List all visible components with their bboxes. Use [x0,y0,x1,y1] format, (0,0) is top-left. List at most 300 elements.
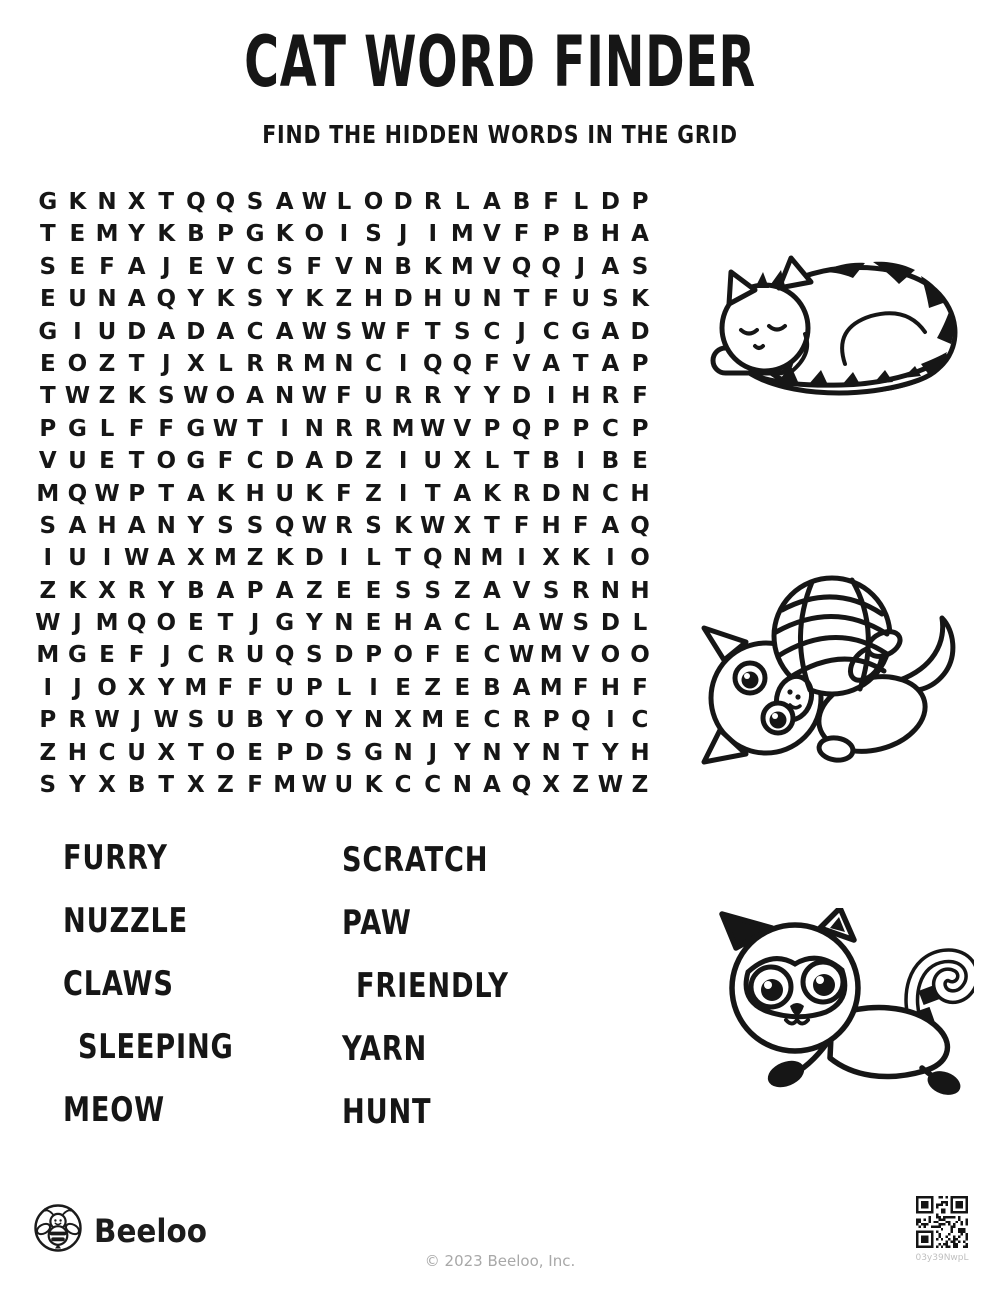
grid-letter: F [543,189,560,215]
grid-letter: F [484,350,500,377]
grid-letter: G [245,221,265,248]
grid-letter: F [513,221,530,248]
grid-letter: H [423,286,443,313]
grid-row [33,445,655,477]
word-item: FURRY [63,838,168,878]
grid-letter: F [572,674,589,701]
grid-letter: T [158,772,175,799]
grid-letter: P [39,415,57,442]
grid-letter: J [250,610,260,637]
grid-letter: U [275,480,295,507]
grid-letter: O [630,545,650,572]
grid-letter: S [217,512,234,539]
grid-letter: E [632,448,648,475]
grid-letter: D [186,318,206,345]
grid-letter: I [398,350,408,377]
grid-letter: Q [422,545,443,572]
grid-letter: C [601,480,619,507]
grid-letter: A [275,189,294,215]
grid-letter: E [247,739,263,766]
grid-letter: N [275,383,295,410]
grid-letter: J [73,610,82,637]
grid-letter: Q [511,253,532,280]
grid-letter: A [68,512,87,539]
grid-letter: T [513,448,530,475]
grid-letter: K [423,253,442,280]
grid-letter: U [571,286,591,313]
grid-letter: H [363,286,384,313]
grid-letter: U [68,545,87,572]
grid-letter: E [454,707,471,734]
grid-letter: B [246,707,264,734]
grid-letter: L [632,610,648,637]
grid-letter: Z [39,739,57,766]
grid-letter: N [363,707,384,734]
grid-letter: Q [156,286,177,313]
grid-letter: G [38,189,58,215]
yarn-ball-kitten-illustration [694,556,956,768]
grid-letter: N [97,189,117,215]
grid-letter: I [606,545,615,572]
grid-letter: Z [39,577,57,604]
copyright-text: © 2023 Beeloo, Inc. [424,1252,576,1270]
grid-letter: K [216,480,235,507]
grid-letter: D [630,318,650,345]
grid-letter: Z [98,383,116,410]
grid-letter: S [39,253,57,280]
grid-letter: A [275,577,294,604]
grid-letter: E [69,221,86,248]
running-kitten-illustration [682,908,974,1096]
grid-letter: Q [511,415,532,442]
grid-letter: G [364,739,383,766]
grid-letter: C [394,772,412,799]
grid-row [33,413,655,445]
grid-letter: R [394,383,412,410]
grid-letter: R [68,707,87,734]
grid-letter: K [305,286,324,313]
grid-letter: M [214,545,237,572]
grid-letter: W [508,642,535,669]
grid-letter: E [99,642,115,669]
grid-letter: L [455,189,470,215]
grid-letter: P [276,739,294,766]
grid-letter: U [127,739,146,766]
grid-letter: B [483,674,501,701]
grid-letter: H [67,739,88,766]
grid-letter: F [217,674,234,701]
grid-letter: Q [67,480,88,507]
grid-letter: I [546,383,556,410]
grid-letter: M [95,221,119,248]
grid-letter: H [600,674,620,701]
grid-letter: D [600,189,620,215]
grid-letter: A [483,772,501,799]
grid-letter: P [542,415,560,442]
grid-letter: S [631,253,649,280]
grid-letter: E [336,577,352,604]
word-grid [33,186,655,801]
grid-letter: C [187,642,205,669]
grid-row [33,672,655,704]
grid-letter: A [216,577,235,604]
grid-letter: S [335,318,353,345]
grid-letter: A [275,318,294,345]
grid-letter: K [305,480,324,507]
grid-letter: X [127,189,146,215]
grid-letter: N [334,350,354,377]
grid-letter: H [97,512,117,539]
grid-letter: S [39,512,57,539]
grid-letter: C [98,739,116,766]
grid-letter: E [39,350,56,377]
grid-row [33,575,655,607]
grid-letter: C [453,610,471,637]
grid-letter: B [394,253,412,280]
grid-letter: E [39,286,56,313]
grid-letter: H [630,739,650,766]
grid-letter: F [306,253,323,280]
grid-letter: Y [187,512,205,539]
grid-letter: G [571,318,591,345]
grid-letter: K [275,221,294,248]
word-item: CLAWS [63,964,174,1004]
grid-letter: S [602,286,619,313]
grid-letter: A [305,448,324,475]
grid-letter: Z [217,772,234,799]
grid-letter: R [601,383,620,410]
grid-letter: D [393,286,413,313]
grid-letter: K [364,772,383,799]
grid-letter: K [483,480,501,507]
grid-letter: R [275,350,294,377]
grid-letter: F [128,415,145,442]
grid-letter: N [97,286,117,313]
grid-letter: A [453,480,472,507]
grid-letter: H [630,480,650,507]
grid-letter: O [363,189,384,215]
grid-letter: Y [335,707,353,734]
grid-letter: X [98,772,116,799]
grid-letter: A [512,674,531,701]
word-list-left [63,838,273,1157]
grid-letter: Y [483,383,501,410]
grid-letter: Q [274,642,295,669]
grid-letter: M [95,610,119,637]
grid-row [33,316,655,348]
grid-letter: A [512,610,531,637]
grid-letter: T [188,739,204,766]
grid-letter: W [538,610,564,637]
grid-letter: V [512,577,531,604]
grid-letter: Q [541,253,561,280]
grid-letter: G [38,318,58,345]
grid-letter: Y [454,383,471,410]
grid-letter: T [484,512,500,539]
grid-letter: V [483,253,501,280]
grid-letter: V [483,221,501,248]
grid-letter: Z [365,480,382,507]
grid-letter: R [364,415,383,442]
grid-letter: Z [335,286,353,313]
grid-letter: F [632,383,648,410]
grid-letter: D [334,448,354,475]
grid-letter: C [483,642,501,669]
grid-letter: A [601,512,620,539]
grid-letter: C [631,707,649,734]
grid-letter: X [157,739,176,766]
grid-letter: X [453,448,472,475]
grid-letter: M [450,253,474,280]
grid-letter: F [247,674,263,701]
grid-letter: D [600,610,620,637]
grid-letter: Q [630,512,650,539]
grid-letter: R [216,642,235,669]
grid-letter: Q [215,189,236,215]
grid-letter: F [217,448,234,475]
grid-letter: A [157,318,176,345]
word-item: MEOW [63,1090,165,1130]
grid-letter: L [484,448,500,475]
grid-letter: U [334,772,354,799]
grid-letter: C [246,318,264,345]
grid-row [33,283,655,315]
grid-letter: T [128,448,145,475]
grid-letter: H [245,480,265,507]
grid-letter: Z [246,545,264,572]
grid-letter: M [184,674,208,701]
grid-letter: Z [631,772,649,799]
grid-letter: U [68,448,87,475]
grid-letter: Z [305,577,323,604]
grid-letter: L [573,189,589,215]
grid-row [33,704,655,736]
grid-letter: H [541,512,561,539]
grid-letter: T [158,189,175,215]
grid-letter: V [216,253,235,280]
grid-row [33,607,655,639]
grid-letter: X [394,707,412,734]
grid-row [33,639,655,671]
grid-letter: T [128,350,145,377]
grid-letter: P [39,707,57,734]
grid-letter: S [276,253,293,280]
grid-letter: A [157,545,176,572]
grid-letter: N [304,415,324,442]
grid-letter: V [512,350,531,377]
grid-letter: M [539,642,563,669]
word-item: YARN [342,1029,428,1069]
grid-letter: W [123,545,150,572]
grid-letter: O [304,707,325,734]
sleeping-cat-illustration [693,246,963,404]
grid-letter: N [571,480,591,507]
grid-row [33,478,655,510]
grid-letter: S [335,739,353,766]
grid-letter: A [127,512,146,539]
grid-letter: D [541,480,561,507]
grid-letter: I [428,221,437,248]
grid-letter: K [631,286,649,313]
grid-letter: C [601,415,619,442]
grid-letter: Z [572,772,590,799]
grid-letter: L [99,415,115,442]
grid-letter: Y [305,610,323,637]
grid-letter: R [571,577,590,604]
grid-letter: I [73,318,82,345]
grid-letter: X [98,577,116,604]
grid-letter: H [393,610,413,637]
grid-letter: J [161,642,171,669]
grid-letter: E [69,253,86,280]
grid-letter: A [601,253,620,280]
grid-letter: I [43,674,53,701]
grid-letter: I [398,448,408,475]
grid-letter: P [542,221,560,248]
grid-letter: X [542,772,561,799]
bee-logo-icon [33,1203,83,1253]
grid-letter: K [68,577,87,604]
grid-letter: Q [452,350,473,377]
grid-letter: H [600,221,620,248]
grid-letter: S [187,707,205,734]
grid-letter: D [304,739,324,766]
grid-letter: D [304,545,324,572]
grid-letter: Z [453,577,471,604]
word-item: NUZZLE [63,901,189,941]
grid-letter: N [541,739,561,766]
grid-letter: Y [454,739,471,766]
grid-letter: T [513,286,530,313]
grid-letter: X [186,350,205,377]
grid-letter: K [127,383,146,410]
grid-letter: H [571,383,591,410]
grid-letter: X [542,545,561,572]
grid-letter: R [246,350,264,377]
grid-letter: P [305,674,323,701]
grid-row [33,737,655,769]
grid-letter: B [127,772,146,799]
grid-letter: A [216,318,235,345]
grid-letter: F [158,415,175,442]
grid-letter: A [542,350,561,377]
grid-letter: C [365,350,382,377]
grid-letter: S [365,221,382,248]
grid-letter: E [395,674,411,701]
grid-letter: O [600,642,621,669]
word-item: FRIENDLY [356,966,509,1006]
grid-letter: E [99,448,115,475]
grid-letter: T [39,221,56,248]
grid-letter: T [572,350,589,377]
grid-letter: B [601,448,620,475]
grid-letter: Y [157,674,175,701]
grid-letter: I [280,415,289,442]
grid-letter: V [571,642,590,669]
grid-letter: T [39,383,56,410]
grid-row [33,218,655,250]
grid-letter: I [339,221,349,248]
grid-letter: W [94,707,120,734]
grid-letter: S [542,577,560,604]
grid-letter: S [424,577,442,604]
grid-letter: S [394,577,412,604]
grid-letter: Z [365,448,382,475]
grid-letter: D [512,383,532,410]
grid-letter: T [158,480,175,507]
grid-letter: K [68,189,87,215]
grid-letter: M [391,415,415,442]
grid-letter: C [483,318,501,345]
grid-letter: P [483,415,501,442]
grid-letter: P [246,577,264,604]
grid-letter: N [156,512,176,539]
grid-letter: S [572,610,590,637]
grid-letter: L [336,189,352,215]
grid-letter: W [301,189,327,215]
grid-letter: K [216,286,235,313]
grid-letter: M [450,221,474,248]
grid-letter: I [102,545,112,572]
grid-letter: Q [422,350,443,377]
grid-letter: A [423,610,442,637]
grid-letter: A [601,318,620,345]
grid-letter: Q [186,189,206,215]
grid-row [33,348,655,380]
grid-letter: P [572,415,590,442]
grid-letter: B [187,577,205,604]
grid-letter: M [36,480,60,507]
grid-letter: O [97,674,117,701]
grid-letter: W [301,772,327,799]
grid-letter: W [597,772,624,799]
grid-letter: I [576,448,586,475]
grid-letter: Y [602,739,619,766]
grid-letter: V [334,253,353,280]
grid-letter: Q [126,610,147,637]
grid-letter: E [365,610,382,637]
grid-letter: M [36,642,60,669]
grid-letter: U [97,318,117,345]
grid-letter: F [424,642,441,669]
brand-wordmark: Beeloo [94,1212,207,1250]
grid-letter: F [336,383,352,410]
grid-letter: L [336,674,352,701]
grid-letter: S [246,286,264,313]
grid-letter: S [157,383,175,410]
grid-letter: J [428,739,437,766]
grid-row [33,186,655,218]
grid-letter: J [576,253,586,280]
grid-letter: S [39,772,57,799]
grid-letter: U [216,707,235,734]
grid-letter: E [454,642,471,669]
grid-letter: W [94,480,120,507]
page-title: CAT WORD FINDER [244,21,756,103]
grid-letter: A [127,253,146,280]
grid-letter: E [187,253,204,280]
grid-letter: U [364,383,383,410]
grid-letter: A [127,286,146,313]
grid-letter: F [128,642,145,669]
grid-letter: A [483,189,501,215]
page-subtitle: FIND THE HIDDEN WORDS IN THE GRID [262,120,738,149]
grid-letter: K [275,545,294,572]
grid-letter: T [217,610,234,637]
grid-letter: J [398,221,408,248]
grid-letter: A [601,350,620,377]
grid-letter: Z [424,674,442,701]
